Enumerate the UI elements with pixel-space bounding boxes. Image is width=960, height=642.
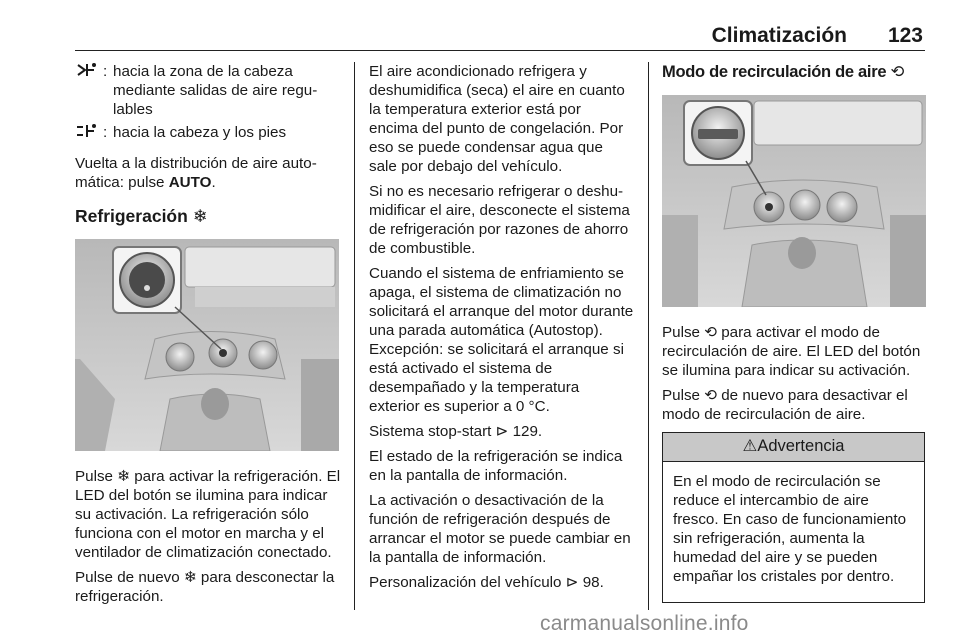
airflow-list — [75, 62, 341, 144]
auto-label: AUTO — [168, 174, 212, 191]
recirculation-icon: ⟲ — [704, 324, 717, 341]
stop-start-reference: Sistema stop-start ⊳ 129. — [369, 423, 543, 440]
recirculation-button-photo — [662, 95, 926, 307]
page-reference-arrow-icon: ⊳ — [495, 423, 509, 440]
warning-text: En el modo de recirculación se reduce el intercambio de aire fresco. En caso de funcionamiento sin refrigeración, aumenta la humedad del aire y se pueden empañar los cristales por dentro. — [673, 473, 907, 585]
airflow-head-feet-text: hacia la cabeza y los pies — [113, 124, 287, 141]
list-item: : hacia la cabeza y los pies — [75, 123, 341, 144]
ac-snowflake-icon: ❄ — [183, 569, 197, 586]
ac-snowflake-icon: ❄ — [192, 206, 208, 226]
ac-paragraph-2: Si no es necesario refrigerar o deshumidificar el aire, desconecte el sistema de refrigeración por razones de ahorro de combustible. — [369, 183, 630, 257]
ac-button-photo — [75, 239, 339, 451]
ac-snowflake-icon: ❄ — [117, 468, 130, 485]
page-reference-arrow-icon: ⊳ — [565, 574, 579, 591]
warning-header — [663, 433, 924, 462]
refrig-off-paragraph: Pulse de nuevo ❄ para desconectar la refrigeración. — [75, 569, 335, 605]
recirc-activate-paragraph: Pulse ⟲ para activar el modo de recirculación de aire. El LED del botón se ilumina para indicar su activación. — [662, 324, 921, 379]
display-paragraph: El estado de la refrigeración se indica en la pantalla de información. — [369, 448, 623, 484]
column-2 — [369, 62, 634, 598]
auto-paragraph: Vuelta a la distribución de aire automática: pulse AUTO. — [75, 155, 317, 191]
watermark-url: carmanualsonline.info — [540, 612, 749, 635]
section-heading-recirculation: Modo de recirculación de aire ⟲ — [662, 63, 905, 81]
airflow-head-text: hacia la zona de la cabeza mediante salidas de aire regulables — [113, 63, 318, 118]
warning-title: Advertencia — [757, 437, 845, 455]
recirculation-icon: ⟲ — [704, 387, 717, 404]
personalization-reference: Personalización del vehículo ⊳ 98. — [369, 574, 604, 591]
ac-paragraph-1: El aire acondicionado refrigera y deshumidifica (seca) el aire en cuanto la temperatura exterior está por encima del punto de congelación. Por eso se puede condensar agua que sale por debajo del vehículo. — [369, 63, 625, 175]
warning-triangle-icon: ⚠ — [742, 437, 758, 455]
refrig-activate-paragraph: Pulse ❄ para activar la refrigeración. El LED del botón se ilumina para indicar su activación. La refrigeración sólo funciona con el motor en marcha y el ventilador de climatización conectado. — [75, 468, 341, 561]
recirculation-icon: ⟲ — [890, 63, 905, 81]
list-item: : hacia la zona de la cabeza mediante salidas de aire regulables — [75, 62, 341, 119]
column-1 — [75, 62, 341, 612]
airflow-head-feet-icon — [75, 123, 103, 144]
column-3 — [662, 62, 925, 603]
airflow-head-feet-forward-icon — [75, 62, 103, 119]
ac-paragraph-3: Cuando el sistema de enfriamiento se apaga, el sistema de climatización no solicitará el arranque del motor durante una parada automática (Autostop). Excepción: se solicitará el arranque si está activado el sistema de desempañado y la temperatura exterior es superior a 0 °C. — [369, 265, 634, 415]
column-divider-1 — [354, 62, 355, 610]
warning-box — [662, 432, 925, 603]
recirc-off-paragraph: Pulse ⟲ de nuevo para desactivar el modo de recirculación de aire. — [662, 387, 908, 423]
section-heading-refrigeration: Refrigeración ❄ — [75, 206, 208, 226]
page-number: 123 — [887, 24, 923, 47]
activation-paragraph: La activación o desactivación de la función de refrigeración después de arrancar el motor se puede cambiar en la pantalla de información. — [369, 492, 631, 566]
chapter-title: Climatización — [711, 24, 847, 47]
page-header — [75, 22, 925, 51]
column-divider-2 — [648, 62, 649, 610]
